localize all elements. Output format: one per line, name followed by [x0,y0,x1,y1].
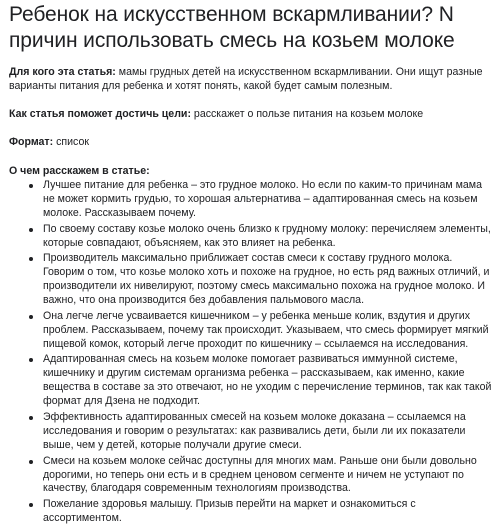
list-item: Производитель максимально приближает состав смеси к составу грудного молока. Говорим о том, что козье молоко хоть и похоже на грудное, но есть ряд важных отличий, и производители их нивелируют, поэтому смесь максимально похожа на грудное молоко. И важно, что она производится без добавления пальмового масла. [43,252,492,308]
audience-text: мамы грудных детей на искусственном вскармливании. Они ищут разные варианты питания для ребенка и хотят понять, какой будет самым полезным. [9,66,483,93]
list-item: Адаптированная смесь на козьем молоке помогает развиваться иммунной системе, кишечнику и другим системам организма ребенка – рассказываем, как именно, какие вещества в составе за это отвечают, но не уходим с перечисление терминов, так как такой формат для Дзена не подходит. [43,353,492,408]
goal-text: расскажет о пользе питания на козьем молоке [190,107,424,120]
about-heading [9,164,492,178]
audience-label: Для кого эта статья: [9,66,116,78]
format-label: Формат: [9,136,54,149]
list-item: Эффективность адаптированных смесей на козьем молоке доказана – ссылаемся на исследования и говорим о результатах: как развивались дети, были ли их показатели выше, чем у детей, которые получали другие смеси. [43,411,492,453]
article-title: Ребенок на искусственном вскармливании? N причин использовать смесь на козьем молоке [9,3,455,52]
list-item: Она легче легче усваивается кишечником – у ребенка меньше колик, вздутия и других проблем. Рассказываем, почему так происходит. Указываем, что смесь формирует мягкий пищевой комок, который легче проходит по кишечнику – ссылаемся на исследования. [43,310,492,352]
format-text: список [53,136,89,149]
about-label: О чем расскажем в статье: [9,164,150,177]
list-item: По своему составу козье молоко очень близко к грудному молоку: перечисляем элементы, которые совпадают, объясняем, как это влияет на ребенка. [43,222,491,249]
points-list [9,179,492,526]
list-item: Лучшее питание для ребенка – это грудное молоко. Но если по каким-то причинам мама не может кормить грудью, то хорошая альтернатива – адаптированная смесь на козьем молоке. Рассказываем почему. [43,179,492,221]
list-item: Пожелание здоровья малышу. Призыв перейти на маркет и ознакомиться с ассортиментом. [43,498,492,526]
list-item: Смеси на козьем молоке сейчас доступны для многих мам. Раньше они были довольно дорогими, но теперь они есть и в среднем ценовом сегменте и ничем не уступают по качеству, благодаря современным технологиям производства. [43,455,492,497]
format-paragraph [9,135,492,149]
goal-paragraph [9,107,492,121]
goal-label: Как статья поможет достичь цели: [9,107,191,120]
audience-paragraph [9,65,492,94]
